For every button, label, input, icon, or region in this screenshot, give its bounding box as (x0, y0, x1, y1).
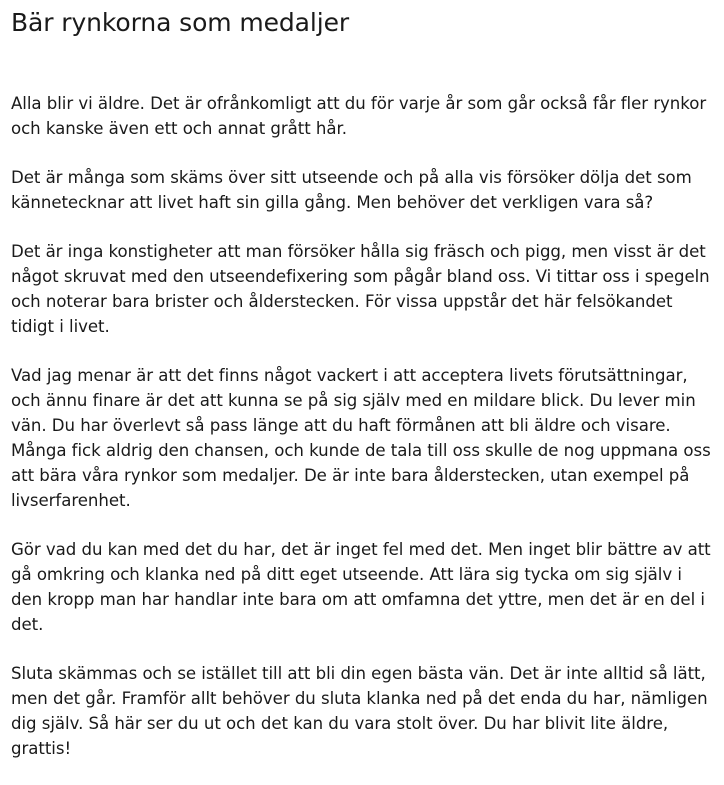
paragraph-6: Sluta skämmas och se istället till att bli din egen bästa vän. Det är inte alltid så lätt, men det går. Framför allt behöver du sluta klanka ned på det enda du har, nämligen dig själv. Så här ser du ut och det kan du vara stolt över. Du har blivit lite äldre, grattis! (11, 664, 708, 758)
article-title: Bär rynkorna som medaljer (11, 8, 350, 37)
article-body (11, 91, 717, 761)
paragraph-4: Vad jag menar är att det finns något vackert i att acceptera livets förutsättningar, och ännu finare är det att kunna se på sig själv med en mildare blick. Du lever min vän. Du har överlevt så pass länge att du haft förmånen att bli äldre och visare. Många fick aldrig den chansen, och kunde de tala till oss skulle de nog uppmana oss att bära våra rynkor som medaljer. De är inte bara ålderstecken, utan exempel på livserfarenhet. (11, 366, 711, 510)
article (11, 0, 717, 785)
paragraph-1: Alla blir vi äldre. Det är ofrånkomligt att du för varje år som går också får fler rynkor och kanske även ett och annat grått hår. (11, 94, 707, 138)
paragraph-3: Det är inga konstigheter att man försöker hålla sig fräsch och pigg, men visst är det något skruvat med den utseendefixering som pågår bland oss. Vi tittar oss i spegeln och noterar bara brister och ålderstecken. För vissa uppstår det här felsökandet tidigt i livet. (11, 242, 710, 336)
paragraph-5: Gör vad du kan med det du har, det är inget fel med det. Men inget blir bättre av att gå omkring och klanka ned på ditt eget utseende. Att lära sig tycka om sig själv i den kropp man har handlar inte bara om att omfamna det yttre, men det är en del i det. (11, 540, 711, 634)
paragraph-2: Det är många som skäms över sitt utseende och på alla vis försöker dölja det som kännetecknar att livet haft sin gilla gång. Men behöver det verkligen vara så? (11, 168, 692, 212)
